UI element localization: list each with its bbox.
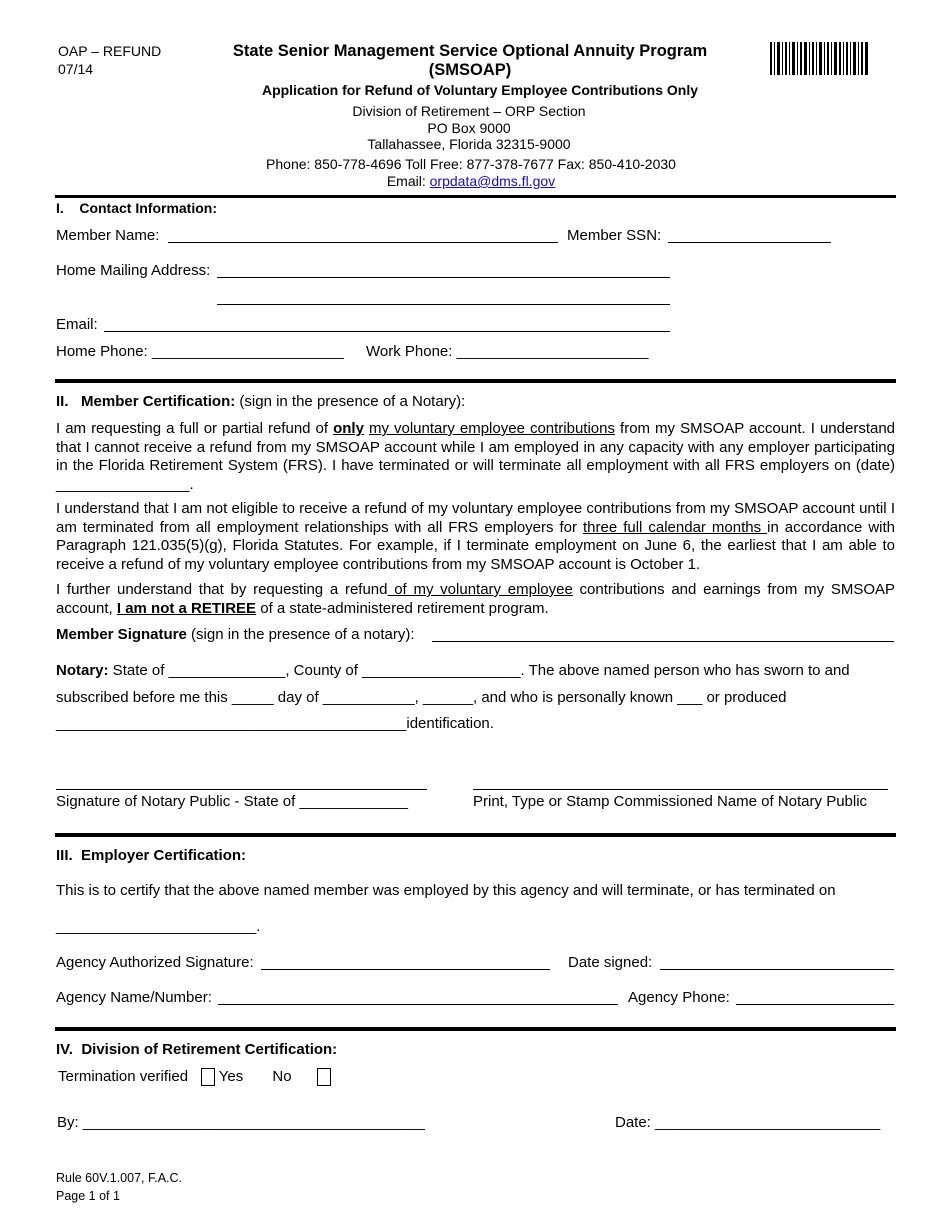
work-phone-field[interactable]: Work Phone: _______________________ — [366, 343, 649, 360]
agency-name-label: Agency Name/Number: — [56, 989, 212, 1006]
section-divider — [55, 833, 896, 837]
po-box: PO Box 9000 — [427, 119, 511, 136]
rule-citation: Rule 60V.1.007, F.A.C. — [56, 1171, 183, 1185]
section2-heading: II. Member Certification: (sign in the presence of a Notary): — [56, 393, 466, 410]
section3-heading: III. Employer Certification: — [56, 847, 247, 864]
verified-date-field[interactable]: Date: ___________________________ — [615, 1114, 881, 1131]
agency-signature-field[interactable] — [261, 969, 550, 970]
email-field[interactable] — [104, 331, 670, 332]
date-signed-label: Date signed: — [568, 954, 653, 971]
home-phone-field[interactable]: Home Phone: _______________________ — [56, 343, 344, 360]
address-label: Home Mailing Address: — [56, 262, 211, 279]
city-state-zip: Tallahassee, Florida 32315-9000 — [367, 136, 571, 152]
notary-line-2: subscribed before me this _____ day of ___________, ______, and who is personally known ___ or produced — [56, 689, 787, 706]
no-checkbox[interactable] — [317, 1068, 331, 1086]
email-line: Email: orpdata@dms.fl.gov — [386, 173, 556, 189]
termination-date-field[interactable]: ________________________. — [56, 918, 261, 935]
address-field-line2[interactable] — [217, 304, 670, 305]
member-name-field[interactable] — [168, 242, 558, 243]
notary-line-3: __________________________________________identification. — [56, 715, 494, 732]
notary-line-1: Notary: State of ______________, County of ___________________. The above named person who has sworn to and — [56, 662, 850, 679]
agency-phone-field[interactable] — [736, 1004, 894, 1005]
certification-paragraph-3: I further understand that by requesting a refund of my voluntary employee contributions and earnings from my SMSOAP account, I am not a RETIREE of a state-administered retirement program. — [56, 581, 896, 617]
member-name-label: Member Name: — [56, 227, 160, 244]
notary-signature-label: Signature of Notary Public - State of _____________ — [56, 793, 408, 810]
form-title-acronym: (SMSOAP) — [428, 61, 512, 79]
division-name: Division of Retirement – ORP Section — [352, 103, 586, 119]
yes-checkbox[interactable] — [201, 1068, 215, 1086]
certification-paragraph-2: I understand that I am not eligible to receive a refund of my voluntary employee contributions from my SMSOAP account until I am terminated from all employment relationships with all FRS employers for three full calendar months in accordance with Paragraph 121.035(5)(g), Florida Statutes. For example, if I terminate employment on June 6, the earliest that I am able to receive a refund of my voluntary employee contributions from my SMSOAP account is October 1. — [56, 500, 896, 573]
member-signature-field[interactable] — [432, 641, 894, 642]
yes-label: Yes — [218, 1068, 244, 1085]
certification-paragraph-1: I am requesting a full or partial refund of only my voluntary employee contributions from my SMSOAP account. I understand that I cannot receive a refund from my SMSOAP account while I am employed in any capacity with any employer participating in the Florida Retirement System (FRS). I have terminated or will terminate all employment with all FRS employers on (date) ________________. — [56, 420, 896, 493]
notary-name-field[interactable] — [473, 789, 888, 790]
section4-heading: IV. Division of Retirement Certification: — [56, 1041, 338, 1058]
form-id: OAP – REFUND — [58, 43, 162, 59]
agency-signature-label: Agency Authorized Signature: — [56, 954, 254, 971]
form-subtitle: Application for Refund of Voluntary Employee Contributions Only — [261, 82, 699, 98]
employer-certification-text: This is to certify that the above named member was employed by this agency and will terminate, or has terminated on — [56, 882, 836, 899]
phone-numbers: Phone: 850-778-4696 Toll Free: 877-378-7677 Fax: 850-410-2030 — [266, 156, 676, 172]
section-divider — [55, 1027, 896, 1031]
notary-name-label: Print, Type or Stamp Commissioned Name of Notary Public — [473, 793, 868, 810]
termination-verified-label: Termination verified — [58, 1068, 189, 1085]
agency-phone-label: Agency Phone: — [628, 989, 730, 1006]
email-link[interactable]: orpdata@dms.fl.gov — [429, 173, 556, 189]
section-divider — [55, 379, 896, 383]
no-label: No — [272, 1068, 292, 1085]
date-signed-field[interactable] — [660, 969, 894, 970]
notary-signature-field[interactable] — [56, 789, 427, 790]
verified-by-field[interactable]: By: _________________________________________ — [57, 1114, 425, 1131]
member-ssn-label: Member SSN: — [567, 227, 662, 244]
address-field-line1[interactable] — [217, 277, 670, 278]
termination-verified-row — [58, 1068, 331, 1086]
member-ssn-field[interactable] — [668, 242, 831, 243]
member-signature-label: Member Signature (sign in the presence of a notary): — [56, 626, 415, 643]
agency-name-field[interactable] — [218, 1004, 618, 1005]
section1-heading: I. Contact Information: — [56, 200, 217, 216]
form-title: State Senior Management Service Optional Annuity Program — [232, 42, 708, 60]
section-divider — [55, 195, 896, 198]
page-number: Page 1 of 1 — [56, 1189, 120, 1203]
email-label: Email: — [56, 316, 98, 333]
form-date: 07/14 — [58, 61, 94, 77]
